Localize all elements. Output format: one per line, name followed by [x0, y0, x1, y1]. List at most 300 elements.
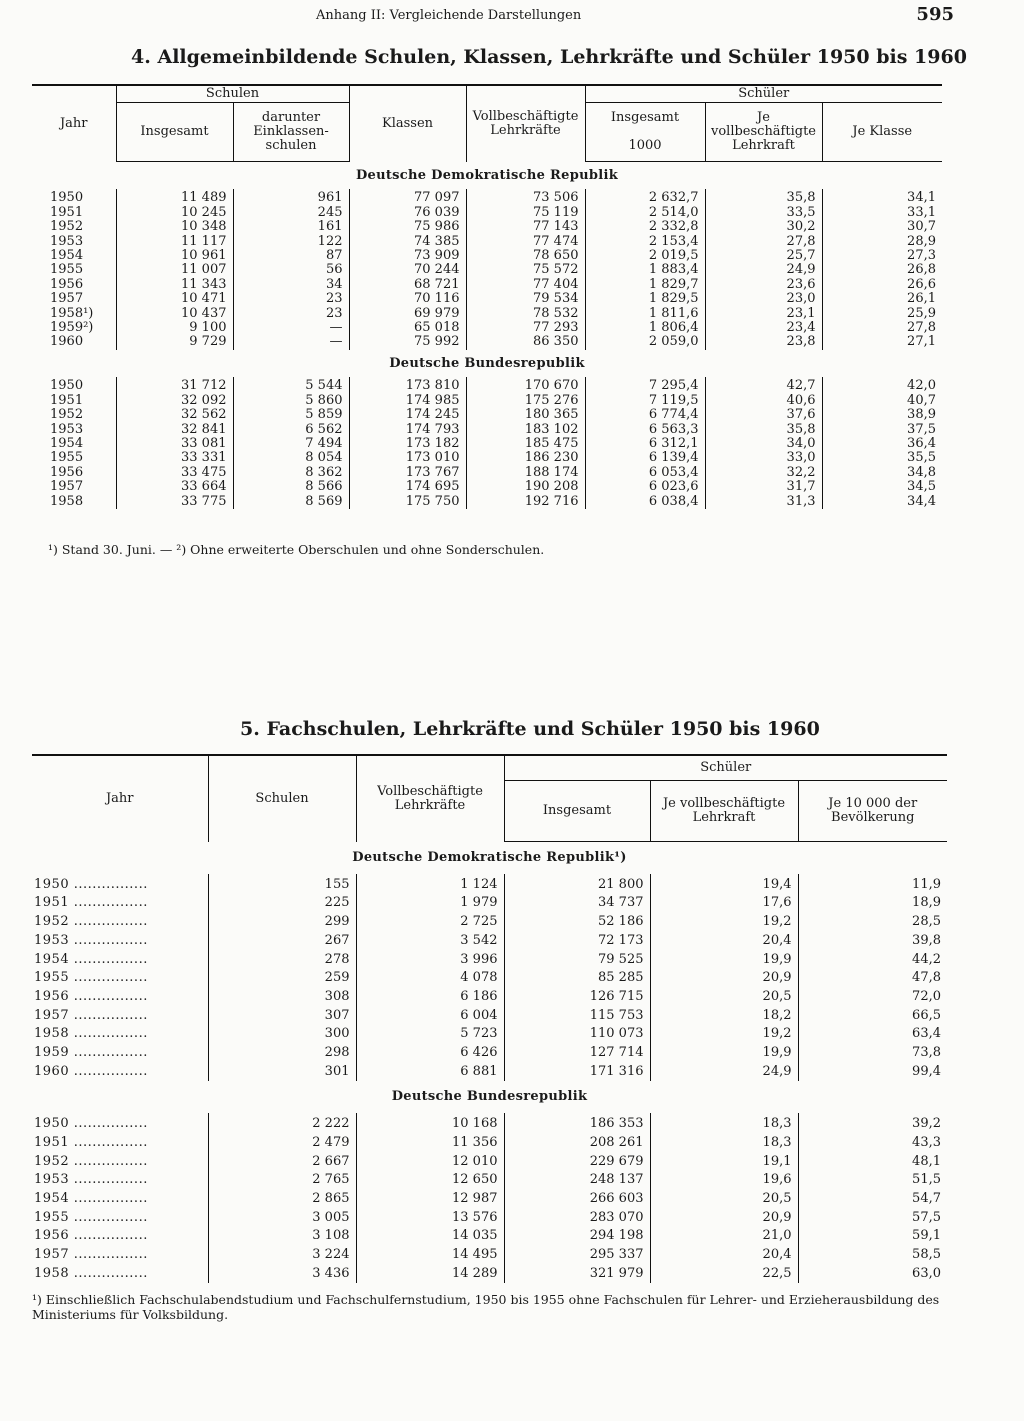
year-cell: 1951 — [50, 204, 84, 220]
year-cell: 1956 ................ — [34, 988, 148, 1004]
value-cell: 2 865 — [208, 1190, 356, 1209]
value-cell: 19,2 — [650, 1025, 798, 1044]
table-row — [32, 408, 942, 422]
value-cell: 2 222 — [208, 1113, 356, 1134]
value-cell: 170 670 — [466, 377, 585, 393]
value-cell: 13 576 — [356, 1209, 504, 1228]
value-cell: 70 116 — [349, 292, 466, 306]
col-lehrkraefte: Vollbeschäftigte Lehrkräfte — [356, 755, 504, 842]
value-cell: 21 800 — [504, 874, 650, 895]
value-cell: 208 261 — [504, 1134, 650, 1153]
value-cell: 37,6 — [705, 408, 822, 422]
table-row — [32, 988, 947, 1007]
value-cell: 11 343 — [116, 278, 233, 292]
year-cell: 1950 — [50, 378, 84, 394]
value-cell: 42,7 — [705, 377, 822, 393]
page-header — [0, 4, 1024, 28]
value-cell: 7 494 — [233, 437, 349, 451]
value-cell: 294 198 — [504, 1227, 650, 1246]
table5-footnote: ¹) Einschließlich Fachschulabendstudium und Fachschulfernstudium, 1950 bis 1955 ohne Fachschulen für Lehrer- und Erzieherausbildung des Ministeriums für Volksbildung. — [32, 1292, 940, 1322]
value-cell: 1 883,4 — [585, 263, 705, 277]
value-cell: 25,9 — [822, 307, 942, 321]
value-cell: 155 — [208, 874, 356, 895]
value-cell: 21,0 — [650, 1227, 798, 1246]
value-cell: 17,6 — [650, 894, 798, 913]
value-cell: 186 230 — [466, 451, 585, 465]
value-cell: 68 721 — [349, 278, 466, 292]
value-cell: 12 650 — [356, 1171, 504, 1190]
value-cell: 1 829,7 — [585, 278, 705, 292]
value-cell: 171 316 — [504, 1063, 650, 1082]
value-cell: 6 139,4 — [585, 451, 705, 465]
value-cell: 20,9 — [650, 1209, 798, 1228]
value-cell: 40,6 — [705, 394, 822, 408]
year-cell: 1957 ................ — [34, 1007, 148, 1023]
col-einklassen: darunter Einklassen-schulen — [233, 103, 349, 162]
table-row — [32, 1209, 947, 1228]
running-head: Anhang II: Vergleichende Darstellungen — [316, 8, 582, 23]
year-cell: 1956 — [50, 464, 84, 480]
value-cell: 73,8 — [798, 1044, 947, 1063]
value-cell: 14 289 — [356, 1265, 504, 1284]
value-cell: 22,5 — [650, 1265, 798, 1284]
value-cell: 19,9 — [650, 951, 798, 970]
value-cell: 10 168 — [356, 1113, 504, 1134]
value-cell: 115 753 — [504, 1007, 650, 1026]
value-cell: 23,6 — [705, 278, 822, 292]
year-cell: 1959 ................ — [34, 1045, 148, 1061]
value-cell: 2 765 — [208, 1171, 356, 1190]
value-cell: 32 841 — [116, 423, 233, 437]
col-schueler: Schüler — [585, 85, 942, 103]
value-cell: 4 078 — [356, 969, 504, 988]
value-cell: 75 986 — [349, 220, 466, 234]
table-row — [32, 189, 942, 205]
table4-footnote: ¹) Stand 30. Juni. — ²) Ohne erweiterte Oberschulen und ohne Sonderschulen. — [48, 542, 545, 557]
value-cell: 6 038,4 — [585, 495, 705, 509]
value-cell: 34,5 — [822, 480, 942, 494]
value-cell: 26,1 — [822, 292, 942, 306]
value-cell: 5 860 — [233, 394, 349, 408]
table-row — [32, 1171, 947, 1190]
value-cell: 6 774,4 — [585, 408, 705, 422]
section-label: Deutsche Bundesrepublik — [389, 355, 585, 371]
value-cell: 34,4 — [822, 495, 942, 509]
value-cell: 69 979 — [349, 307, 466, 321]
year-cell: 1954 — [50, 248, 84, 264]
value-cell: 18,3 — [650, 1134, 798, 1153]
value-cell: 78 650 — [466, 249, 585, 263]
table-row — [32, 1265, 947, 1284]
value-cell: 27,3 — [822, 249, 942, 263]
page-number: 595 — [916, 4, 954, 25]
value-cell: 2 153,4 — [585, 235, 705, 249]
year-cell: 1953 — [50, 421, 84, 437]
table-row — [32, 321, 942, 335]
table-row — [32, 307, 942, 321]
value-cell: 33 664 — [116, 480, 233, 494]
value-cell: 11 356 — [356, 1134, 504, 1153]
year-cell: 1954 ................ — [34, 951, 148, 967]
year-cell: 1951 ................ — [34, 1134, 148, 1150]
value-cell: 43,3 — [798, 1134, 947, 1153]
col-je-lehrkraft: Je vollbeschäftigte Lehrkraft — [650, 781, 798, 842]
year-cell: 1957 — [50, 291, 84, 307]
value-cell: 63,4 — [798, 1025, 947, 1044]
value-cell: 12 987 — [356, 1190, 504, 1209]
value-cell: 12 010 — [356, 1153, 504, 1172]
value-cell: 77 404 — [466, 278, 585, 292]
year-cell: 1955 ................ — [34, 970, 148, 986]
value-cell: 32,2 — [705, 466, 822, 480]
value-cell: 6 023,6 — [585, 480, 705, 494]
value-cell: 23,1 — [705, 307, 822, 321]
value-cell: 57,5 — [798, 1209, 947, 1228]
value-cell: 308 — [208, 988, 356, 1007]
value-cell: 35,8 — [705, 189, 822, 205]
value-cell: 66,5 — [798, 1007, 947, 1026]
table-row — [32, 220, 942, 234]
value-cell: 77 143 — [466, 220, 585, 234]
value-cell: 185 475 — [466, 437, 585, 451]
value-cell: 75 572 — [466, 263, 585, 277]
value-cell: 39,8 — [798, 932, 947, 951]
value-cell: 174 985 — [349, 394, 466, 408]
table-row — [32, 437, 942, 451]
value-cell: 173 767 — [349, 466, 466, 480]
table-row — [32, 495, 942, 509]
year-cell: 1958 — [50, 493, 84, 509]
value-cell: 7 119,5 — [585, 394, 705, 408]
table-row — [32, 377, 942, 393]
value-cell: 76 039 — [349, 206, 466, 220]
value-cell: 77 097 — [349, 189, 466, 205]
value-cell: 87 — [233, 249, 349, 263]
value-cell: 51,5 — [798, 1171, 947, 1190]
value-cell: 6 312,1 — [585, 437, 705, 451]
value-cell: 77 293 — [466, 321, 585, 335]
col-schulen: Schulen — [116, 85, 349, 103]
value-cell: 33 775 — [116, 495, 233, 509]
value-cell: 30,2 — [705, 220, 822, 234]
table-row — [32, 913, 947, 932]
value-cell: 301 — [208, 1063, 356, 1082]
value-cell: 20,4 — [650, 932, 798, 951]
value-cell: 2 725 — [356, 913, 504, 932]
value-cell: 173 810 — [349, 377, 466, 393]
value-cell: 18,9 — [798, 894, 947, 913]
value-cell: 2 019,5 — [585, 249, 705, 263]
value-cell: 44,2 — [798, 951, 947, 970]
year-cell: 1955 — [50, 262, 84, 278]
value-cell: 26,8 — [822, 263, 942, 277]
year-cell: 1956 ................ — [34, 1228, 148, 1244]
value-cell: 245 — [233, 206, 349, 220]
year-cell: 1959²) — [50, 320, 94, 336]
year-cell: 1955 ................ — [34, 1209, 148, 1225]
value-cell: 19,2 — [650, 913, 798, 932]
table4-title: 4. Allgemeinbildende Schulen, Klassen, Lehrkräfte und Schüler 1950 bis 1960 — [131, 46, 967, 68]
value-cell: 961 — [233, 189, 349, 205]
value-cell: 37,5 — [822, 423, 942, 437]
value-cell: 14 035 — [356, 1227, 504, 1246]
value-cell: 2 332,8 — [585, 220, 705, 234]
year-cell: 1951 — [50, 392, 84, 408]
col-jahr: Jahr — [32, 755, 208, 842]
value-cell: 110 073 — [504, 1025, 650, 1044]
value-cell: 10 471 — [116, 292, 233, 306]
table-row — [32, 894, 947, 913]
value-cell: 48,1 — [798, 1153, 947, 1172]
value-cell: 6 562 — [233, 423, 349, 437]
value-cell: 7 295,4 — [585, 377, 705, 393]
value-cell: 34,1 — [822, 189, 942, 205]
year-cell: 1953 ................ — [34, 932, 148, 948]
table-row — [32, 335, 942, 349]
value-cell: 72 173 — [504, 932, 650, 951]
value-cell: 24,9 — [650, 1063, 798, 1082]
value-cell: 23 — [233, 292, 349, 306]
value-cell: 23,4 — [705, 321, 822, 335]
value-cell: 3 436 — [208, 1265, 356, 1284]
table-row — [32, 969, 947, 988]
value-cell: 75 119 — [466, 206, 585, 220]
value-cell: 6 053,4 — [585, 466, 705, 480]
year-cell: 1952 — [50, 219, 84, 235]
value-cell: 126 715 — [504, 988, 650, 1007]
table5 — [32, 754, 947, 1283]
value-cell: 1 829,5 — [585, 292, 705, 306]
table-row — [32, 951, 947, 970]
value-cell: 36,4 — [822, 437, 942, 451]
value-cell: 31,7 — [705, 480, 822, 494]
value-cell: 79 525 — [504, 951, 650, 970]
value-cell: 283 070 — [504, 1209, 650, 1228]
value-cell: 26,6 — [822, 278, 942, 292]
value-cell: 248 137 — [504, 1171, 650, 1190]
table-row — [32, 235, 942, 249]
value-cell: 307 — [208, 1007, 356, 1026]
value-cell: 40,7 — [822, 394, 942, 408]
value-cell: 34 — [233, 278, 349, 292]
year-cell: 1957 ................ — [34, 1247, 148, 1263]
value-cell: 3 005 — [208, 1209, 356, 1228]
value-cell: 19,1 — [650, 1153, 798, 1172]
value-cell: 20,5 — [650, 988, 798, 1007]
value-cell: 70 244 — [349, 263, 466, 277]
value-cell: 6 004 — [356, 1007, 504, 1026]
value-cell: 32 562 — [116, 408, 233, 422]
value-cell: 300 — [208, 1025, 356, 1044]
year-cell: 1953 ................ — [34, 1172, 148, 1188]
col-schueler-insgesamt — [585, 103, 705, 162]
value-cell: 79 534 — [466, 292, 585, 306]
value-cell: 19,4 — [650, 874, 798, 895]
value-cell: 86 350 — [466, 335, 585, 349]
value-cell: 19,6 — [650, 1171, 798, 1190]
table-row — [32, 1025, 947, 1044]
year-cell: 1957 — [50, 479, 84, 495]
value-cell: 33,1 — [822, 206, 942, 220]
col-je-10000: Je 10 000 der Bevölkerung — [798, 781, 947, 842]
value-cell: 42,0 — [822, 377, 942, 393]
value-cell: 2 632,7 — [585, 189, 705, 205]
section-header-row — [32, 162, 942, 190]
year-cell: 1952 ................ — [34, 1153, 148, 1169]
value-cell: 2 514,0 — [585, 206, 705, 220]
value-cell: 99,4 — [798, 1063, 947, 1082]
value-cell: 20,5 — [650, 1190, 798, 1209]
table-row — [32, 1134, 947, 1153]
value-cell: 63,0 — [798, 1265, 947, 1284]
value-cell: 10 348 — [116, 220, 233, 234]
table-row — [32, 278, 942, 292]
value-cell: 174 695 — [349, 480, 466, 494]
year-cell: 1958¹) — [50, 305, 94, 321]
value-cell: 6 881 — [356, 1063, 504, 1082]
table-row — [32, 1063, 947, 1082]
value-cell: 27,8 — [705, 235, 822, 249]
table-row — [32, 480, 942, 494]
table-row — [32, 1246, 947, 1265]
value-cell: 32 092 — [116, 394, 233, 408]
value-cell: 5 544 — [233, 377, 349, 393]
value-cell: 1 979 — [356, 894, 504, 913]
table4 — [32, 84, 942, 509]
value-cell: 174 793 — [349, 423, 466, 437]
value-cell: 1 806,4 — [585, 321, 705, 335]
table-row — [32, 206, 942, 220]
value-cell: 298 — [208, 1044, 356, 1063]
col-je-lehrkraft: Je vollbeschäftigte Lehrkraft — [705, 103, 822, 162]
year-cell: 1951 ................ — [34, 895, 148, 911]
value-cell: 65 018 — [349, 321, 466, 335]
value-cell: 183 102 — [466, 423, 585, 437]
value-cell: 8 569 — [233, 495, 349, 509]
value-cell: 11 489 — [116, 189, 233, 205]
section-header-row — [32, 1081, 947, 1113]
value-cell: 267 — [208, 932, 356, 951]
value-cell: 11 007 — [116, 263, 233, 277]
value-cell: 9 100 — [116, 321, 233, 335]
value-cell: 10 437 — [116, 307, 233, 321]
table-row — [32, 249, 942, 263]
value-cell: 28,5 — [798, 913, 947, 932]
section-label: Deutsche Demokratische Republik¹) — [352, 850, 627, 865]
col-lehrkraefte: Vollbeschäftigte Lehrkräfte — [466, 85, 585, 162]
value-cell: 8 566 — [233, 480, 349, 494]
col-schulen: Schulen — [208, 755, 356, 842]
table5-body — [32, 842, 947, 1284]
col-schulen-insgesamt: Insgesamt — [116, 103, 233, 162]
value-cell: 6 426 — [356, 1044, 504, 1063]
table-row — [32, 466, 942, 480]
value-cell: 34,0 — [705, 437, 822, 451]
value-cell: 6 186 — [356, 988, 504, 1007]
year-cell: 1956 — [50, 276, 84, 292]
table-row — [32, 263, 942, 277]
value-cell: 31 712 — [116, 377, 233, 393]
value-cell: 27,1 — [822, 335, 942, 349]
value-cell: 77 474 — [466, 235, 585, 249]
section-label: Deutsche Demokratische Republik — [355, 168, 619, 183]
value-cell: 14 495 — [356, 1246, 504, 1265]
year-cell: 1958 ................ — [34, 1026, 148, 1042]
value-cell: 33 475 — [116, 466, 233, 480]
value-cell: 127 714 — [504, 1044, 650, 1063]
value-cell: 23,8 — [705, 335, 822, 349]
table5-title: 5. Fachschulen, Lehrkräfte und Schüler 1950 bis 1960 — [240, 718, 820, 740]
value-cell: 10 245 — [116, 206, 233, 220]
table-row — [32, 1190, 947, 1209]
value-cell: 18,2 — [650, 1007, 798, 1026]
value-cell: 266 603 — [504, 1190, 650, 1209]
value-cell: 173 010 — [349, 451, 466, 465]
value-cell: 58,5 — [798, 1246, 947, 1265]
table-row — [32, 1007, 947, 1026]
year-cell: 1954 — [50, 435, 84, 451]
year-cell: 1952 — [50, 407, 84, 423]
value-cell: 74 385 — [349, 235, 466, 249]
value-cell: 2 059,0 — [585, 335, 705, 349]
value-cell: 1 811,6 — [585, 307, 705, 321]
col-insgesamt: Insgesamt — [504, 781, 650, 842]
value-cell: 56 — [233, 263, 349, 277]
value-cell: 3 108 — [208, 1227, 356, 1246]
value-cell: 278 — [208, 951, 356, 970]
value-cell: 73 909 — [349, 249, 466, 263]
year-cell: 1950 ................ — [34, 876, 148, 892]
value-cell: 35,5 — [822, 451, 942, 465]
value-cell: 54,7 — [798, 1190, 947, 1209]
value-cell: 38,9 — [822, 408, 942, 422]
value-cell: 175 276 — [466, 394, 585, 408]
value-cell: 35,8 — [705, 423, 822, 437]
value-cell: 259 — [208, 969, 356, 988]
value-cell: 3 542 — [356, 932, 504, 951]
year-cell: 1953 — [50, 233, 84, 249]
value-cell: 186 353 — [504, 1113, 650, 1134]
value-cell: 23,0 — [705, 292, 822, 306]
value-cell: 72,0 — [798, 988, 947, 1007]
value-cell: 9 729 — [116, 335, 233, 349]
value-cell: 2 479 — [208, 1134, 356, 1153]
value-cell: 1 124 — [356, 874, 504, 895]
section-header-row — [32, 842, 947, 874]
table-row — [32, 1227, 947, 1246]
value-cell: 8 054 — [233, 451, 349, 465]
value-cell: 34,8 — [822, 466, 942, 480]
section-label: Deutsche Bundesrepublik — [391, 1089, 588, 1105]
value-cell: 33,0 — [705, 451, 822, 465]
table-row — [32, 932, 947, 951]
value-cell: 31,3 — [705, 495, 822, 509]
year-cell: 1950 ................ — [34, 1116, 148, 1132]
value-cell: 20,4 — [650, 1246, 798, 1265]
value-cell: 23 — [233, 307, 349, 321]
year-cell: 1960 — [50, 334, 84, 350]
value-cell: 11 117 — [116, 235, 233, 249]
year-cell: 1958 ................ — [34, 1265, 148, 1281]
schueler-unit: 1000 — [628, 138, 662, 153]
value-cell: 8 362 — [233, 466, 349, 480]
year-cell: 1950 — [50, 190, 84, 206]
col-klassen: Klassen — [349, 85, 466, 162]
value-cell: 3 224 — [208, 1246, 356, 1265]
value-cell: 295 337 — [504, 1246, 650, 1265]
value-cell: 174 245 — [349, 408, 466, 422]
value-cell: 321 979 — [504, 1265, 650, 1284]
